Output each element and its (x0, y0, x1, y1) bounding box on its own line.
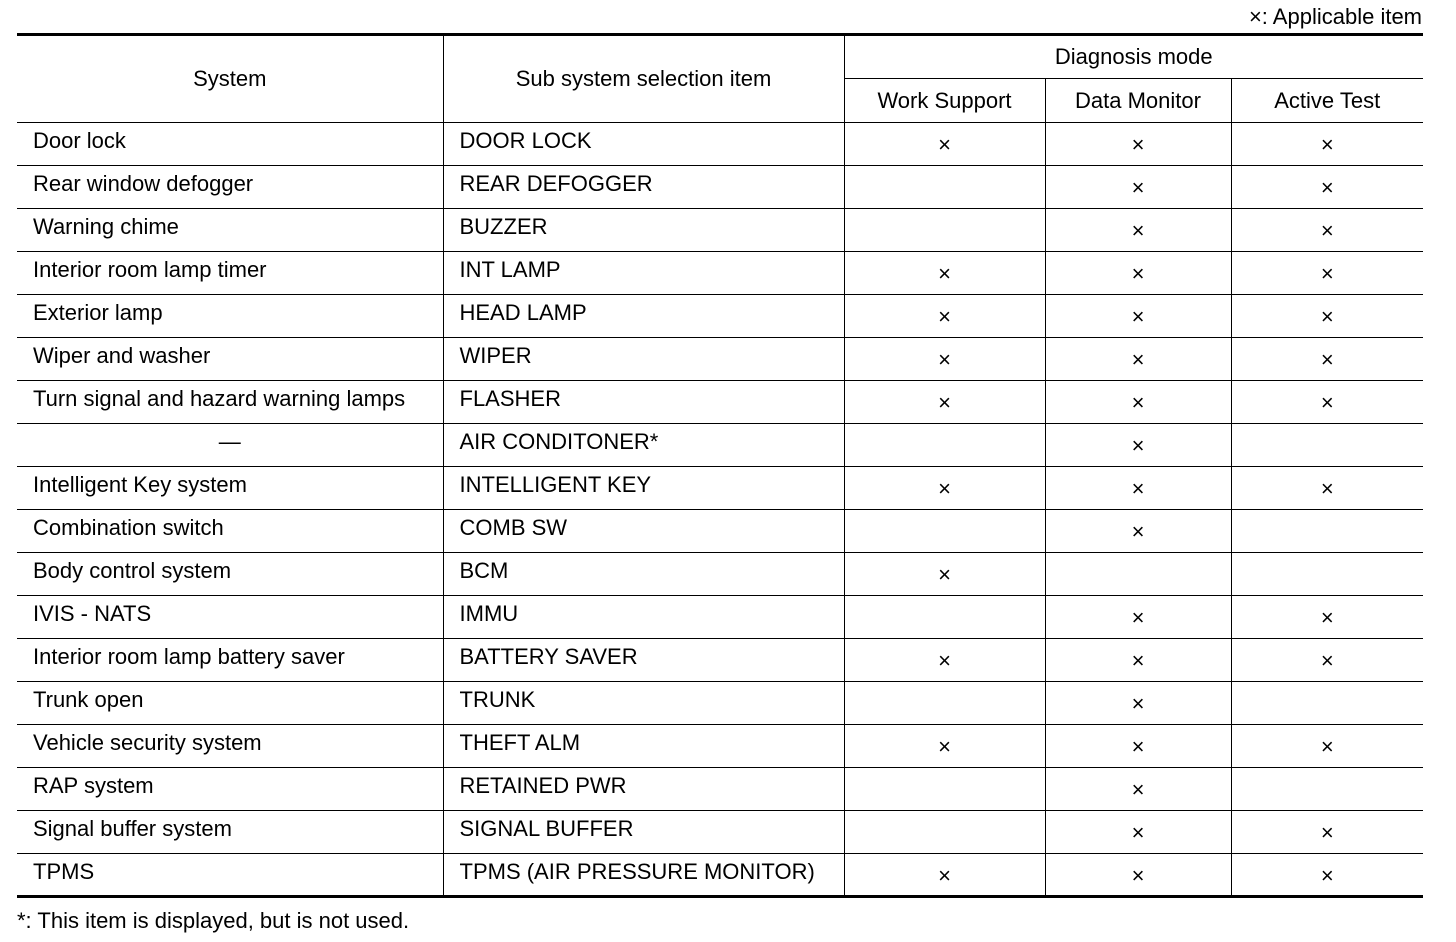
system-cell: Trunk open (17, 682, 443, 725)
header-system: System (193, 66, 267, 91)
system-cell: Signal buffer system (17, 811, 443, 854)
system-cell: Turn signal and hazard warning lamps (17, 381, 443, 424)
data-monitor-cell: × (1045, 596, 1231, 639)
data-monitor-cell: × (1045, 381, 1231, 424)
work-support-cell: × (844, 467, 1045, 510)
data-monitor-cell: × (1045, 166, 1231, 209)
active-test-cell (1231, 424, 1423, 467)
work-support-cell: × (844, 854, 1045, 897)
table-row (17, 467, 1423, 510)
sub-system-cell: RETAINED PWR (443, 768, 844, 811)
work-support-cell (844, 510, 1045, 553)
sub-system-cell: AIR CONDITONER* (443, 424, 844, 467)
work-support-cell (844, 424, 1045, 467)
active-test-cell: × (1231, 252, 1423, 295)
work-support-cell (844, 209, 1045, 252)
table-row (17, 166, 1423, 209)
applicable-item-legend: ×: Applicable item (1248, 4, 1422, 29)
system-cell: — (17, 424, 443, 467)
header-active-test: Active Test (1231, 79, 1423, 123)
work-support-cell: × (844, 725, 1045, 768)
data-monitor-cell: × (1045, 295, 1231, 338)
sub-system-cell: BCM (443, 553, 844, 596)
work-support-cell (844, 596, 1045, 639)
active-test-cell: × (1231, 467, 1423, 510)
table-row (17, 725, 1423, 768)
data-monitor-cell: × (1045, 252, 1231, 295)
work-support-cell: × (844, 639, 1045, 682)
header-diagnosis-mode: Diagnosis mode (844, 35, 1423, 79)
sub-system-cell: INTELLIGENT KEY (443, 467, 844, 510)
data-monitor-cell (1045, 553, 1231, 596)
data-monitor-cell: × (1045, 467, 1231, 510)
sub-system-cell: SIGNAL BUFFER (443, 811, 844, 854)
data-monitor-cell: × (1045, 682, 1231, 725)
system-cell: Interior room lamp timer (17, 252, 443, 295)
active-test-cell: × (1231, 209, 1423, 252)
active-test-cell: × (1231, 381, 1423, 424)
data-monitor-cell: × (1045, 424, 1231, 467)
work-support-cell (844, 768, 1045, 811)
active-test-cell: × (1231, 854, 1423, 897)
system-cell: Vehicle security system (17, 725, 443, 768)
table-row (17, 854, 1423, 897)
diagnosis-mode-table (17, 33, 1423, 898)
active-test-cell: × (1231, 596, 1423, 639)
table-header (17, 35, 1423, 123)
sub-system-cell: HEAD LAMP (443, 295, 844, 338)
table-row (17, 553, 1423, 596)
sub-system-cell: WIPER (443, 338, 844, 381)
table-body (17, 123, 1423, 897)
table-row (17, 682, 1423, 725)
sub-system-cell: BUZZER (443, 209, 844, 252)
header-data-monitor: Data Monitor (1045, 79, 1231, 123)
work-support-cell (844, 811, 1045, 854)
data-monitor-cell: × (1045, 725, 1231, 768)
sub-system-cell: THEFT ALM (443, 725, 844, 768)
sub-system-cell: FLASHER (443, 381, 844, 424)
sub-system-cell: TRUNK (443, 682, 844, 725)
data-monitor-cell: × (1045, 510, 1231, 553)
active-test-cell: × (1231, 123, 1423, 166)
active-test-cell: × (1231, 811, 1423, 854)
system-cell: RAP system (17, 768, 443, 811)
data-monitor-cell: × (1045, 639, 1231, 682)
system-cell: TPMS (17, 854, 443, 897)
data-monitor-cell: × (1045, 123, 1231, 166)
system-cell: Rear window defogger (17, 166, 443, 209)
sub-system-cell: BATTERY SAVER (443, 639, 844, 682)
system-cell: Wiper and washer (17, 338, 443, 381)
work-support-cell: × (844, 338, 1045, 381)
footnote: *: This item is displayed, but is not used. (17, 908, 410, 933)
work-support-cell: × (844, 295, 1045, 338)
table-row (17, 295, 1423, 338)
active-test-cell (1231, 553, 1423, 596)
system-cell: Body control system (17, 553, 443, 596)
data-monitor-cell: × (1045, 768, 1231, 811)
active-test-cell (1231, 768, 1423, 811)
system-cell: Interior room lamp battery saver (17, 639, 443, 682)
header-sub-system-selection-item: Sub system selection item (443, 35, 844, 123)
active-test-cell: × (1231, 725, 1423, 768)
table-row (17, 338, 1423, 381)
work-support-cell (844, 682, 1045, 725)
system-cell: Intelligent Key system (17, 467, 443, 510)
table-row (17, 424, 1423, 467)
work-support-cell: × (844, 553, 1045, 596)
table-row (17, 768, 1423, 811)
sub-system-cell: IMMU (443, 596, 844, 639)
table-row (17, 381, 1423, 424)
active-test-cell: × (1231, 639, 1423, 682)
sub-system-cell: REAR DEFOGGER (443, 166, 844, 209)
sub-system-cell: DOOR LOCK (443, 123, 844, 166)
work-support-cell: × (844, 252, 1045, 295)
active-test-cell: × (1231, 295, 1423, 338)
work-support-cell (844, 166, 1045, 209)
table-row (17, 209, 1423, 252)
system-cell: IVIS - NATS (17, 596, 443, 639)
system-cell: Warning chime (17, 209, 443, 252)
active-test-cell (1231, 682, 1423, 725)
data-monitor-cell: × (1045, 338, 1231, 381)
table-row (17, 252, 1423, 295)
sub-system-cell: TPMS (AIR PRESSURE MONITOR) (443, 854, 844, 897)
active-test-cell: × (1231, 338, 1423, 381)
header-row-top (17, 35, 1423, 79)
active-test-cell (1231, 510, 1423, 553)
data-monitor-cell: × (1045, 854, 1231, 897)
header-work-support: Work Support (844, 79, 1045, 123)
system-cell: Door lock (17, 123, 443, 166)
data-monitor-cell: × (1045, 811, 1231, 854)
table-row (17, 639, 1423, 682)
active-test-cell: × (1231, 166, 1423, 209)
data-monitor-cell: × (1045, 209, 1231, 252)
work-support-cell: × (844, 123, 1045, 166)
table-row (17, 596, 1423, 639)
table-row (17, 510, 1423, 553)
table-row (17, 123, 1423, 166)
system-cell: Combination switch (17, 510, 443, 553)
sub-system-cell: INT LAMP (443, 252, 844, 295)
work-support-cell: × (844, 381, 1045, 424)
system-cell: Exterior lamp (17, 295, 443, 338)
sub-system-cell: COMB SW (443, 510, 844, 553)
table-row (17, 811, 1423, 854)
